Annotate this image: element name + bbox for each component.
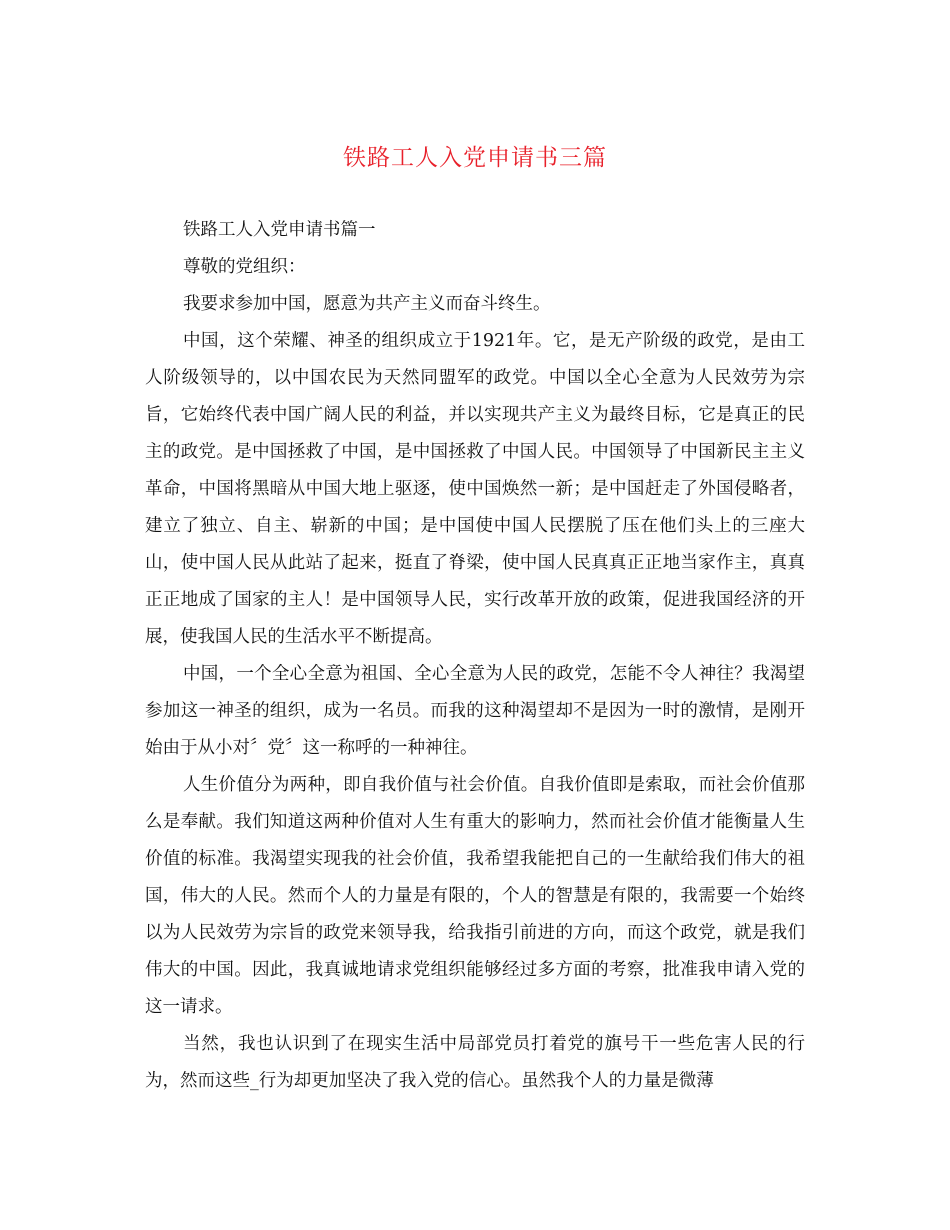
paragraph: 中国，一个全心全意为祖国、全心全意为人民的政党，怎能不令人神往？我渴望参加这一神圣的组织，成为一名员。而我的这种渴望却不是因为一时的激情，是刚开始由于从小对〞党〞这一称呼的一种神往。 [145,664,805,758]
paragraph: 人生价值分为两种，即自我价值与社会价值。自我价值即是索取，而社会价值那么是奉献。我们知道这两种价值对人生有重大的影响力，然而社会价值才能衡量人生价值的标准。我渴望实现我的社会价值，我希望我能把自己的一生献给我们伟大的祖国，伟大的人民。然而个人的力量是有限的，个人的智慧是有限的，我需要一个始终以为人民效劳为宗旨的政党来领导我，给我指引前进的方向，而这个政党，就是我们伟大的中国。因此，我真诚地请求党组织能够经过多方面的考察，批准我申请入党的这一请求。 [145,775,805,1017]
paragraph: 中国，这个荣耀、神圣的组织成立于1921年。它，是无产阶级的政党，是由工人阶级领导的，以中国农民为天然同盟军的政党。中国以全心全意为人民效劳为宗旨，它始终代表中国广阔人民的利益，并以实现共产主义为最终目标，它是真正的民主的政党。是中国拯救了中国，是中国拯救了中国人民。中国领导了中国新民主主义革命，中国将黑暗从中国大地上驱逐，使中国焕然一新；是中国赶走了外国侵略者，建立了独立、自主、崭新的中国；是中国使中国人民摆脱了压在他们头上的三座大山，使中国人民从此站了起来，挺直了脊梁，使中国人民真真正正地当家作主，真真正正地成了国家的主人！是中国领导人民，实行改革开放的政策，促进我国经济的开展，使我国人民的生活水平不断提高。 [145,331,805,647]
document-title: 铁路工人入党申请书三篇 [343,145,607,171]
document-body [145,212,805,1100]
paragraph: 尊敬的党组织： [183,257,306,277]
paragraph: 铁路工人入党申请书篇一 [183,220,376,240]
paragraph: 我要求参加中国，愿意为共产主义而奋斗终生。 [183,294,551,314]
paragraph: 当然，我也认识到了在现实生活中局部党员打着党的旗号干一些危害人民的行为，然而这些_行为却更加坚决了我入党的信心。虽然我个人的力量是微薄 [145,1034,805,1091]
